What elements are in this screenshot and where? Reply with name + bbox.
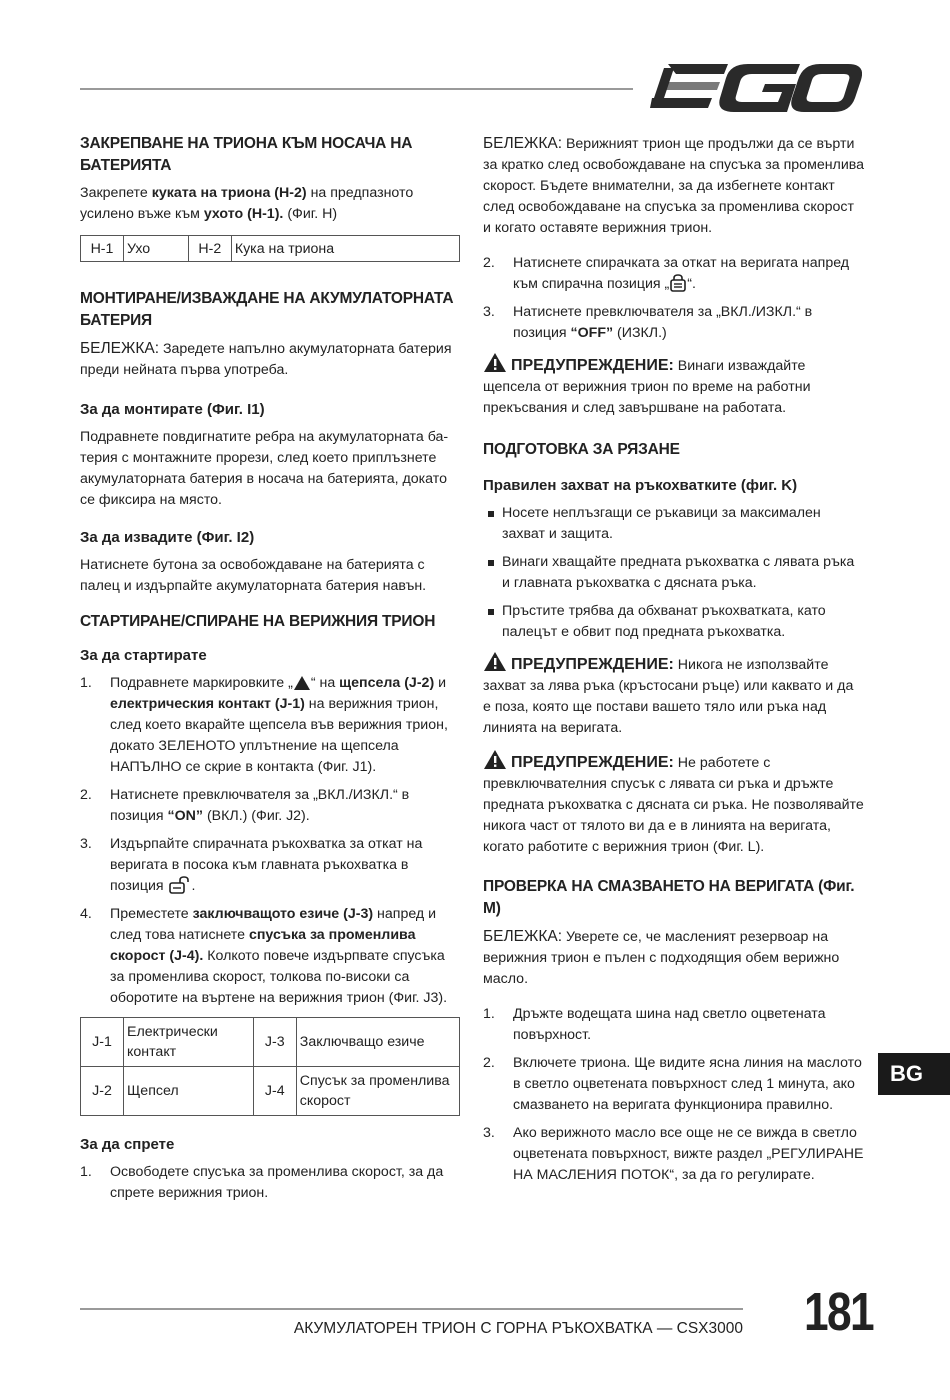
- warning-triangle-icon: [483, 352, 507, 373]
- list-item: 3. Издърпайте спирачната ръкохватка за откат на веригата в посока към главната ръкохватка в позиция .: [80, 836, 423, 894]
- stop-steps-right: [483, 253, 865, 344]
- subsection-grip: Правилен захват на ръкохватките (фиг. K): [483, 477, 798, 494]
- part-code-cell: H-2: [188, 236, 231, 262]
- unlocked-brake-icon: [168, 876, 192, 894]
- section-title-start-stop: СТАРТИРАНЕ/СПИРАНЕ НА ВЕРИЖНИЯ ТРИОН: [80, 613, 436, 630]
- triangle-marker-icon: [293, 675, 311, 691]
- subsection-install: За да монтирате (Фиг. I1): [80, 401, 265, 418]
- grip-bullets: [483, 503, 865, 643]
- warning-unplug: ПРЕДУПРЕЖДЕНИЕ: Винаги изваждайте щепсела от верижния трион по време на работни прекъсвания и след завършване на работата.: [483, 352, 865, 419]
- stop-steps-left: [80, 1162, 460, 1204]
- subsection-start: За да стартирате: [80, 647, 207, 664]
- part-label-cell: Електрически контакт: [124, 1018, 254, 1067]
- page-number: 181: [804, 1282, 874, 1342]
- part-code-cell: J-3: [253, 1018, 296, 1067]
- footer-title: АКУМУЛАТОРЕН ТРИОН С ГОРНА РЪКОХВАТКА — CSX3000: [293, 1320, 743, 1337]
- note-oil: БЕЛЕЖКА: Уверете се, че масленият резервоар на верижния трион е пълен с подходящия обем верижно масло.: [483, 928, 840, 987]
- list-item: Носете неплъзгащи се ръкавици за максимален захват и защита.: [483, 503, 865, 545]
- subsection-remove: За да извадите (Фиг. I2): [80, 529, 255, 546]
- section-title-battery: МОНТИРАНЕ/ИЗВАЖДАНЕ НА АКУМУЛАТОРНАТА БАТЕРИЯ: [80, 290, 454, 329]
- warning-grip: ПРЕДУПРЕЖДЕНИЕ: Никога не използвайте захват за лява ръка (кръстосани ръце) или каквато и да е поза, която ще постави вашето тяло или ръка над линията на веригата.: [483, 651, 865, 739]
- note-coasting: БЕЛЕЖКА: Верижният трион ще продължи да се върти за кратко след освобождаване на спусъка за променлива скорост. Бъдете внимателни, за да избегнете контакт след освобождаване на спусъка за променлива скорост и когато оставяте верижния трион.: [483, 135, 865, 236]
- list-item: Пръстите трябва да обхванат ръкохватката, като палецът е обвит под предната ръкохватка.: [483, 601, 865, 643]
- footer-rule: [80, 1308, 743, 1310]
- warning-triangle-icon: [483, 651, 507, 672]
- list-item: 2. Натиснете превключвателя за „ВКЛ./ИЗКЛ.“ в позиция “ON” (ВКЛ.) (Фиг. J2).: [80, 787, 410, 824]
- list-item: 2. Натиснете спирачката за откат на веригата напред към спирачна позиция „ “.: [483, 255, 850, 292]
- warning-left-hand: ПРЕДУПРЕЖДЕНИЕ: Не работете с превключвателния спусък с лявата си ръка и дръжте предната ръкохватка с дясната си ръка. Не позволявайте никога част от тялото ви да е в линията на веригата, когато работите с верижния трион (Фиг. L).: [483, 749, 865, 858]
- subsection-stop: За да спрете: [80, 1136, 175, 1153]
- part-code-cell: J-1: [81, 1018, 124, 1067]
- table-row: [81, 236, 460, 262]
- parts-table-j: [80, 1017, 460, 1116]
- part-label-cell: Кука на триона: [231, 236, 459, 262]
- part-code-cell: H-1: [81, 236, 124, 262]
- list-item: 4. Преместете заключващото езиче (J-3) напред и след това натиснете спусъка за променлива скорост (J-4). Колкото повече издърпвате спусъка за променлива скорост, толкова по-високи са оборотите на въртене на верижния трион (Фиг. J3).: [80, 906, 448, 1006]
- table-row: [81, 1067, 460, 1116]
- section-title-prep-cutting: ПОДГОТОВКА ЗА РЯЗАНЕ: [483, 441, 680, 458]
- list-item: Винаги хващайте предната ръкохватка с лявата ръка и главната ръкохватка с дясната ръка.: [483, 552, 865, 594]
- list-item: 1. Дръжте водещата шина над светло оцветената повърхност.: [483, 1006, 826, 1043]
- section-title-attach-saw: ЗАКРЕПВАНЕ НА ТРИОНА КЪМ НОСАЧА НА БАТЕРИЯТА: [80, 135, 413, 174]
- part-label-cell: Заключващо езиче: [296, 1018, 459, 1067]
- left-column: [80, 133, 460, 1212]
- install-text: Подравнете повдигнатите ребра на акумулаторната ба-терия с монтажните прорези, след което приплъзнете акумулаторната батерия в носача на батерията, докато се фиксира на място.: [80, 429, 449, 508]
- warning-triangle-icon: [483, 749, 507, 770]
- part-label-cell: Щепсел: [124, 1067, 254, 1116]
- section-title-oil-check: ПРОВЕРКА НА СМАЗВАНЕТО НА ВЕРИГАТА (Фиг. M): [483, 878, 855, 917]
- part-code-cell: J-4: [253, 1067, 296, 1116]
- ego-logo: [650, 60, 862, 116]
- header-rule: [80, 88, 633, 90]
- oil-steps: [483, 1004, 865, 1186]
- language-tab: BG: [878, 1053, 950, 1095]
- brake-engaged-icon: [669, 274, 687, 292]
- table-row: [81, 1018, 460, 1067]
- list-item: 1. Подравнете маркировките „ “ на щепсела (J-2) и електрическия контакт (J-1) на верижния трион, след което вкарайте щепсела във верижния трион, докато ЗЕЛЕНОТО уплътнение на щепсела НАПЪЛНО се скрие в контакта (Фиг. J1).: [80, 675, 448, 775]
- list-item: 1. Освободете спусъка за променлива скорост, за да спрете верижния трион.: [80, 1164, 444, 1201]
- list-item: 3. Натиснете превключвателя за „ВКЛ./ИЗКЛ.“ в позиция “OFF” (ИЗКЛ.): [483, 304, 813, 341]
- battery-note: БЕЛЕЖКА: Заредете напълно акумулаторната батерия преди нейната първа употреба.: [80, 340, 452, 378]
- parts-table-h: [80, 235, 460, 262]
- list-item: 3. Ако верижното масло все още не се вижда в светло оцветената повърхност, вижте раздел „РЕГУЛИРАНЕ НА МАСЛЕНИЯ ПОТОК“, за да го регулирате.: [483, 1125, 864, 1183]
- list-item: 2. Включете триона. Ще видите ясна линия на маслото в светло оцветената повърхност след 1 минута, ако смазването на веригата функционира правилно.: [483, 1055, 862, 1113]
- part-label-cell: Ухо: [124, 236, 189, 262]
- start-steps: [80, 673, 460, 1009]
- attach-saw-text: Закрепете куката на триона (H-2) на предпазното усилено въже към ухото (H-1). (Фиг. H): [80, 185, 414, 222]
- part-label-cell: Спусък за променлива скорост: [296, 1067, 459, 1116]
- remove-text: Натиснете бутона за освобождаване на батерията с палец и издърпайте акумулаторната батерия навън.: [80, 557, 427, 594]
- part-code-cell: J-2: [81, 1067, 124, 1116]
- right-column: [483, 133, 865, 1194]
